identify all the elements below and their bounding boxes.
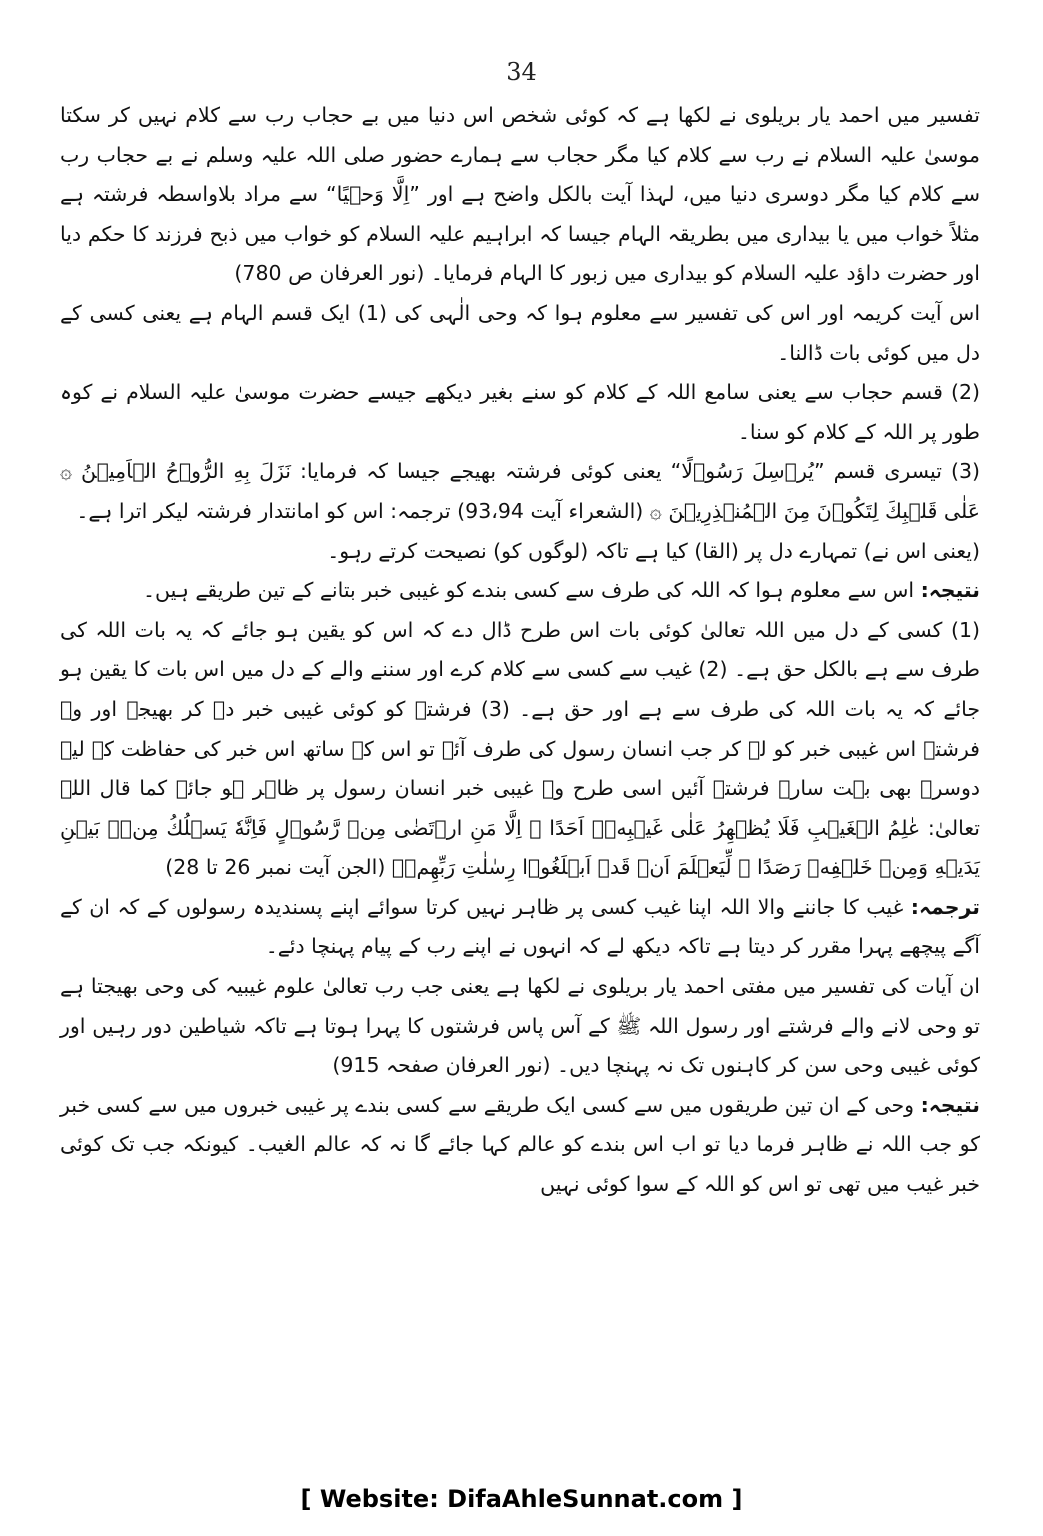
- paragraph: [60, 532, 980, 572]
- translation-label: ترجمہ:: [910, 894, 980, 919]
- conclusion-label: نتیجہ:: [920, 578, 980, 603]
- website-footer: [ Website: DifaAhleSunnat.com ]: [300, 1485, 743, 1513]
- page-number: 34: [506, 58, 537, 86]
- paragraph: [60, 96, 980, 294]
- paragraph-text: اس آیت کریمہ اور اس کی تفسیر سے معلوم ہوا کہ وحی الٰہی کی (1) ایک قسم الہام ہے یعنی کسی کے دل میں کوئی بات ڈالنا۔: [60, 300, 981, 365]
- paragraph-text: (یعنی اس نے) تمہارے دل پر (القا) کیا ہے تاکہ (لوگوں کو) نصیحت کرتے رہو۔: [327, 538, 980, 563]
- document-body: [60, 96, 980, 1205]
- paragraph: [60, 452, 980, 531]
- paragraph-text: تفسیر میں احمد یار بریلوی نے لکھا ہے کہ کوئی شخص اس دنیا میں بے حجاب رب سے کلام نہیں کر سکتا موسیٰ علیہ السلام نے رب سے کلام کیا مگر حجاب سے ہمارے حضور صلی اللہ علیہ وسلم نے بے حجاب رب سے کلام کیا مگر دوسری دنیا میں، لہذا آیت بالکل واضح ہے اور ”اِلَّا وَحۡیًا“ سے مراد بلاواسطہ فرشتہ ہے مثلاً خواب میں یا بیداری میں بطریقہ الہام جیسا کہ ابراہیم علیہ السلام کو خواب میں ذبح فرزند کا حکم دیا اور حضرت داؤد علیہ السلام کو بیداری میں زبور کا الہام فرمایا۔ (نور العرفان ص 780): [60, 103, 980, 286]
- paragraph-text: (2) قسم حجاب سے یعنی سامع اللہ کے کلام کو سنے بغیر دیکھے جیسے حضرت موسیٰ علیہ السلام نے کوہ طور پر اللہ کے کلام کو سنا۔: [60, 380, 980, 444]
- paragraph: [60, 888, 980, 967]
- paragraph-text: (1) کسی کے دل میں اللہ تعالیٰ کوئی بات اس طرح ڈال دے کہ اس کو یقین ہو جائے کہ یہ بات اللہ کی طرف سے ہے بالکل حق ہے۔ (2) غیب سے کسی سے کلام کرے اور سننے والے کے دل میں اس بات کا یقین ہو جائے کہ یہ بات اللہ کی طرف سے ہے اور حق ہے۔ (3) فرشتے کو کوئی غیبی خبر دے کر بھیجے اور وہ فرشتہ اس غیبی خبر کو لے کر جب انسان رسول کی طرف آئے تو اس کے ساتھ اس خبر کی حفاظت کے لیے دوسرے بھی بہت سارے فرشتے آئیں اسی طرح وہ غیبی خبر انسان رسول پر ظاہر ہو جائے کما قال اللہ تعالیٰ: عٰلِمُ الۡغَیۡبِ فَلَا یُظۡهِرُ عَلٰی غَیۡبِهٖۤ اَحَدًا ۞ اِلَّا مَنِ ارۡتَضٰی مِنۡ رَّسُوۡلٍ فَاِنَّهٗ یَسۡلُكُ مِنۡۢ بَیۡنِ یَدَیۡهِ وَمِنۡ خَلۡفِهٖ رَصَدًا ۞ لِّیَعۡلَمَ اَنۡ قَدۡ اَبۡلَغُوۡا رِسٰلٰتِ رَبِّهِمۡ۔ (الجن آیت نمبر 26 تا 28): [60, 617, 980, 880]
- paragraph: [60, 571, 980, 611]
- paragraph: [60, 967, 980, 1086]
- paragraph-text: وحی کے ان تین طریقوں میں سے کسی ایک طریقے سے کسی بندے پر غیبی خبروں میں سے کسی خبر کو جب اللہ نے ظاہر فرما دیا تو اب اس بندے کو عالم کہا جائے گا نہ کہ عالم الغیب۔ کیونکہ جب تک کوئی خبر غیب میں تھی تو اس کو اللہ کے سوا کوئی نہیں: [60, 1092, 980, 1197]
- paragraph-text: غیب کا جاننے والا اللہ اپنا غیب کسی پر ظاہر نہیں کرتا سوائے اپنے پسندیدہ رسولوں کے کہ ان کے آگے پیچھے پہرا مقرر کر دیتا ہے تاکہ دیکھ لے کہ انہوں نے اپنے رب کے پیام پہنچا دئے۔: [60, 894, 980, 959]
- paragraph-text: اس سے معلوم ہوا کہ اللہ کی طرف سے کسی بندے کو غیبی خبر بتانے کے تین طریقے ہیں۔: [143, 578, 915, 603]
- paragraph: [60, 611, 980, 888]
- paragraph-text: (3) تیسری قسم ”یُرۡسِلَ رَسُوۡلًا“ یعنی کوئی فرشتہ بھیجے جیسا کہ فرمایا: نَزَلَ بِهِ الرُّوۡحُ الۡاَمِیۡنُ ۞ عَلٰی قَلۡبِكَ لِتَكُوۡنَ مِنَ الۡمُنۡذِرِیۡنَ ۞ (الشعراء آیت 93،94) ترجمہ: اس کو امانتدار فرشتہ لیکر اترا ہے۔: [60, 459, 980, 523]
- paragraph: [60, 373, 980, 452]
- paragraph: [60, 294, 980, 373]
- conclusion-label: نتیجہ:: [920, 1092, 980, 1117]
- paragraph-text: ان آیات کی تفسیر میں مفتی احمد یار بریلوی نے لکھا ہے یعنی جب رب تعالیٰ علوم غیبیہ کی وحی بھیجتا ہے تو وحی لانے والے فرشتے اور رسول اللہ ﷺ کے آس پاس فرشتوں کا پہرا ہوتا ہے تاکہ شیاطین دور رہیں اور کوئی غیبی وحی سن کر کاہنوں تک نہ پہنچا دیں۔ (نور العرفان صفحہ 915): [60, 974, 980, 1078]
- paragraph: [60, 1086, 980, 1205]
